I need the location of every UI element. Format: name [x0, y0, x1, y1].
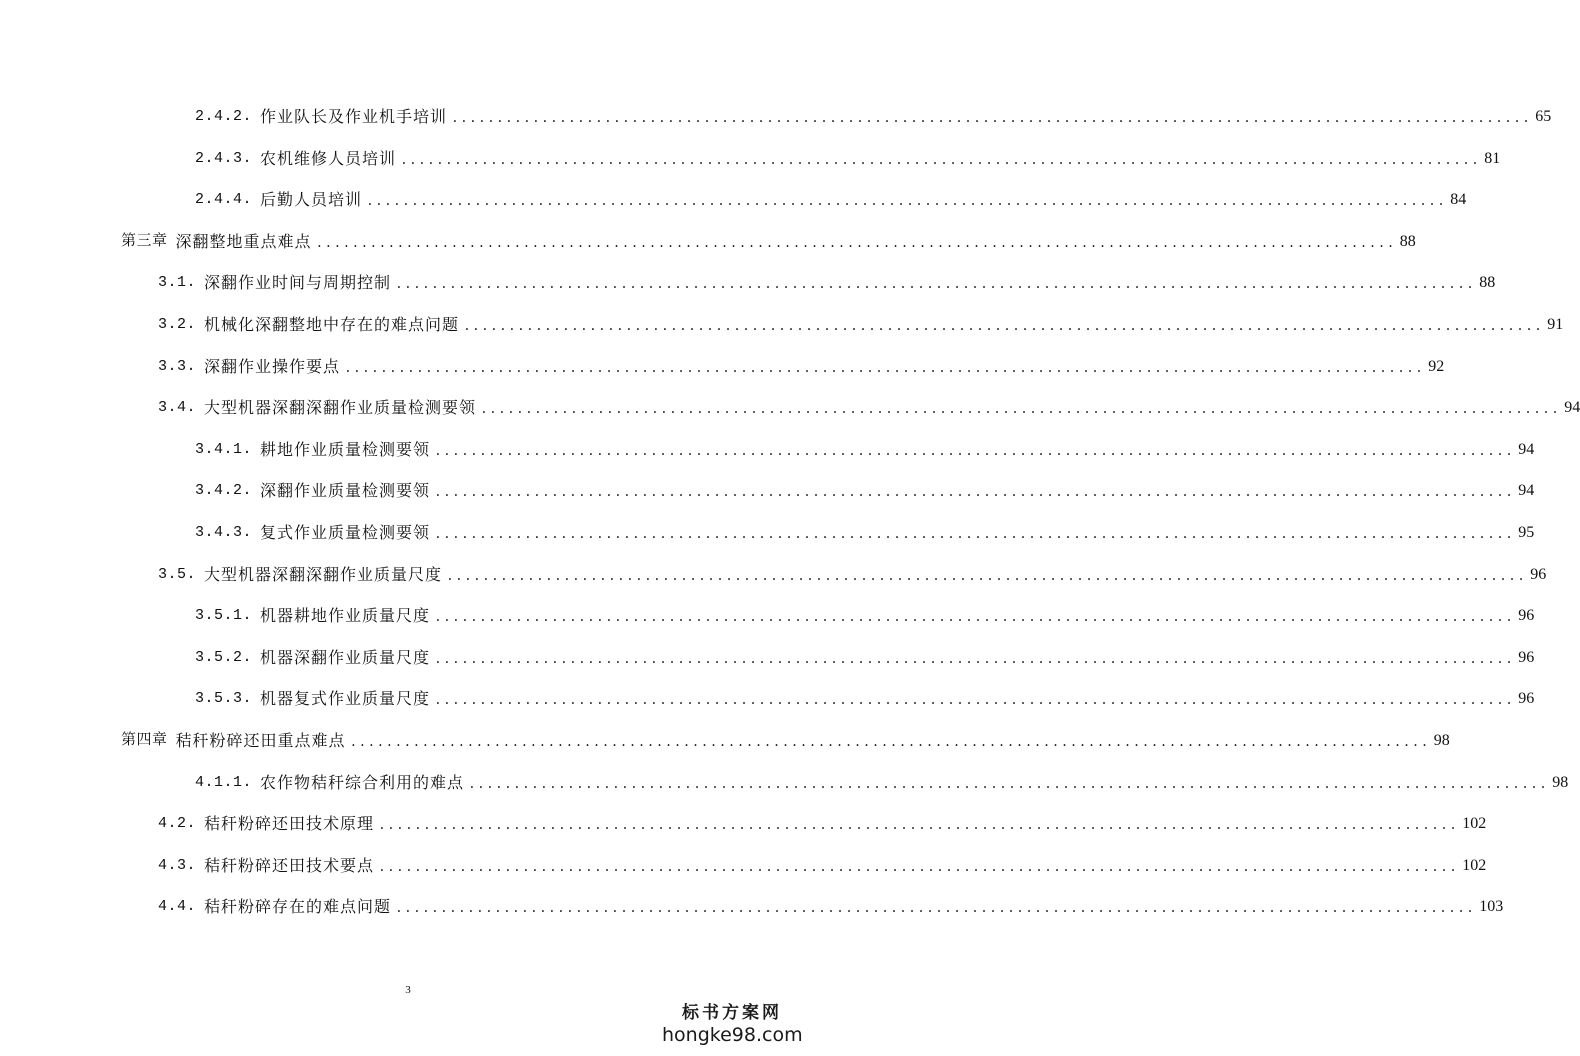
- toc-entry-page: 65: [1535, 108, 1552, 125]
- toc-entry-page: 96: [1518, 690, 1535, 708]
- toc-entry-page: 92: [1428, 357, 1445, 375]
- toc-leader-dots: ........................................................................................................................: [366, 194, 1447, 210]
- toc-leader-dots: ........................................................................................................................: [400, 152, 1481, 168]
- toc-entry-number: 3.3.: [158, 357, 197, 375]
- toc-entry-title: 深翻作业质量检测要领: [260, 481, 431, 501]
- toc-entry-number: 3.5.3.: [195, 690, 253, 708]
- toc-entry-number: 3.4.3.: [195, 524, 253, 541]
- toc-entry-number: 3.2.: [158, 316, 197, 333]
- toc-entry-page: 95: [1518, 524, 1535, 541]
- toc-entry[interactable]: [195, 601, 1535, 631]
- toc-entry-title: 农机维修人员培训: [260, 148, 397, 168]
- toc-entry[interactable]: [195, 102, 1552, 132]
- toc-entry-number: 4.3.: [158, 856, 197, 874]
- toc-entry-page: 94: [1564, 399, 1580, 417]
- toc-entry-number: 3.5.2.: [195, 648, 253, 666]
- toc-entry-title: 秸秆粉碎还田技术原理: [204, 814, 375, 834]
- toc-entry-title: 机械化深翻整地中存在的难点问题: [204, 315, 460, 334]
- toc-entry-title: 后勤人员培训: [260, 190, 363, 210]
- toc-entry-title: 大型机器深翻深翻作业质量尺度: [204, 564, 443, 584]
- toc-entry[interactable]: [195, 518, 1535, 548]
- toc-entry-page: 88: [1479, 274, 1496, 292]
- toc-entry[interactable]: [158, 809, 1487, 839]
- toc-entry-page: 102: [1462, 815, 1487, 833]
- toc-entry-page: 91: [1547, 316, 1564, 333]
- toc-entry-title: 秸秆粉碎还田重点难点: [175, 731, 346, 750]
- toc-entry-number: 第四章: [121, 732, 168, 749]
- watermark-site-name: 标书方案网: [682, 1003, 782, 1023]
- toc-entry[interactable]: [158, 892, 1504, 922]
- toc-entry[interactable]: [195, 768, 1569, 798]
- toc-entry-page: 84: [1450, 191, 1467, 209]
- toc-leader-dots: ........................................................................................................................: [378, 859, 1459, 875]
- toc-chapter-entry[interactable]: [121, 726, 1450, 756]
- toc-entry-number: 3.4.: [158, 399, 197, 417]
- toc-entry-title: 深翻作业时间与周期控制: [204, 273, 392, 293]
- toc-entry[interactable]: [195, 643, 1535, 673]
- toc-entry-title: 作业队长及作业机手培训: [260, 107, 448, 126]
- toc-entry[interactable]: [158, 268, 1496, 298]
- toc-leader-dots: ........................................................................................................................: [434, 443, 1515, 459]
- toc-entry-number: 2.4.2.: [195, 108, 253, 125]
- toc-leader-dots: ........................................................................................................................: [434, 651, 1515, 667]
- toc-leader-dots: ........................................................................................................................: [395, 901, 1476, 917]
- watermark-url: hongke98.com: [662, 1024, 803, 1046]
- toc-entry-page: 102: [1462, 856, 1487, 874]
- toc-leader-dots: ........................................................................................................................: [344, 360, 1425, 376]
- toc-entry-title: 农作物秸秆综合利用的难点: [260, 772, 465, 792]
- toc-leader-dots: ........................................................................................................................: [468, 776, 1549, 792]
- toc-entry-page: 103: [1479, 898, 1504, 916]
- toc-entry-page: 96: [1518, 607, 1535, 625]
- toc-entry[interactable]: [158, 560, 1547, 590]
- toc-entry-number: 第三章: [121, 232, 168, 250]
- toc-entry-title: 机器深翻作业质量尺度: [260, 647, 431, 667]
- toc-entry[interactable]: [158, 851, 1487, 881]
- toc-entry[interactable]: [158, 393, 1580, 423]
- toc-chapter-entry[interactable]: [121, 227, 1416, 257]
- toc-entry-page: 98: [1552, 773, 1569, 791]
- toc-entry[interactable]: [195, 684, 1535, 714]
- toc-entry-title: 秸秆粉碎还田技术要点: [204, 855, 375, 875]
- toc-entry[interactable]: [195, 185, 1467, 215]
- toc-leader-dots: ........................................................................................................................: [446, 568, 1527, 584]
- toc-leader-dots: ........................................................................................................................: [315, 235, 1396, 251]
- toc-entry-number: 3.5.: [158, 565, 197, 583]
- toc-entry-page: 81: [1484, 149, 1501, 167]
- toc-leader-dots: ........................................................................................................................: [434, 610, 1515, 626]
- toc-leader-dots: ........................................................................................................................: [434, 485, 1515, 501]
- toc-leader-dots: ........................................................................................................................: [451, 111, 1532, 126]
- toc-entry-page: 94: [1518, 440, 1535, 458]
- toc-entry[interactable]: [195, 476, 1535, 506]
- toc-entry-number: 4.2.: [158, 815, 197, 833]
- site-watermark: [662, 1002, 802, 1046]
- toc-entry-number: 2.4.3.: [195, 149, 253, 167]
- toc-entry-page: 98: [1433, 732, 1450, 749]
- toc-entry-title: 机器复式作业质量尺度: [260, 689, 431, 709]
- toc-entry[interactable]: [195, 435, 1535, 465]
- toc-leader-dots: ........................................................................................................................: [378, 818, 1459, 834]
- toc-entry[interactable]: [158, 352, 1445, 382]
- toc-entry-title: 复式作业质量检测要领: [260, 523, 431, 542]
- toc-entry-number: 4.1.1.: [195, 773, 253, 791]
- toc-entry-number: 2.4.4.: [195, 191, 253, 209]
- toc-leader-dots: ........................................................................................................................: [349, 735, 1430, 750]
- toc-leader-dots: ........................................................................................................................: [395, 277, 1476, 293]
- toc-entry-title: 耕地作业质量检测要领: [260, 439, 431, 459]
- toc-entry-page: 96: [1518, 648, 1535, 666]
- toc-entry-title: 深翻整地重点难点: [175, 231, 312, 251]
- toc-entry-number: 3.4.1.: [195, 440, 253, 458]
- toc-entry-title: 大型机器深翻深翻作业质量检测要领: [204, 398, 477, 418]
- toc-entry-page: 88: [1399, 232, 1416, 250]
- toc-entry-number: 3.4.2.: [195, 482, 253, 500]
- toc-leader-dots: ........................................................................................................................: [434, 527, 1515, 542]
- page-number: 3: [405, 984, 411, 996]
- toc-entry-number: 3.5.1.: [195, 607, 253, 625]
- toc-entry-page: 94: [1518, 482, 1535, 500]
- toc-entry-number: 4.4.: [158, 898, 197, 916]
- toc-leader-dots: ........................................................................................................................: [434, 693, 1515, 709]
- toc-leader-dots: ........................................................................................................................: [463, 319, 1544, 334]
- toc-entry-number: 3.1.: [158, 274, 197, 292]
- toc-entry[interactable]: [158, 310, 1564, 340]
- toc-entry-page: 96: [1530, 565, 1547, 583]
- toc-leader-dots: ........................................................................................................................: [480, 402, 1561, 418]
- toc-entry-title: 深翻作业操作要点: [204, 356, 341, 376]
- toc-entry[interactable]: [195, 144, 1501, 174]
- toc-entry-title: 机器耕地作业质量尺度: [260, 606, 431, 626]
- toc-entry-title: 秸秆粉碎存在的难点问题: [204, 897, 392, 917]
